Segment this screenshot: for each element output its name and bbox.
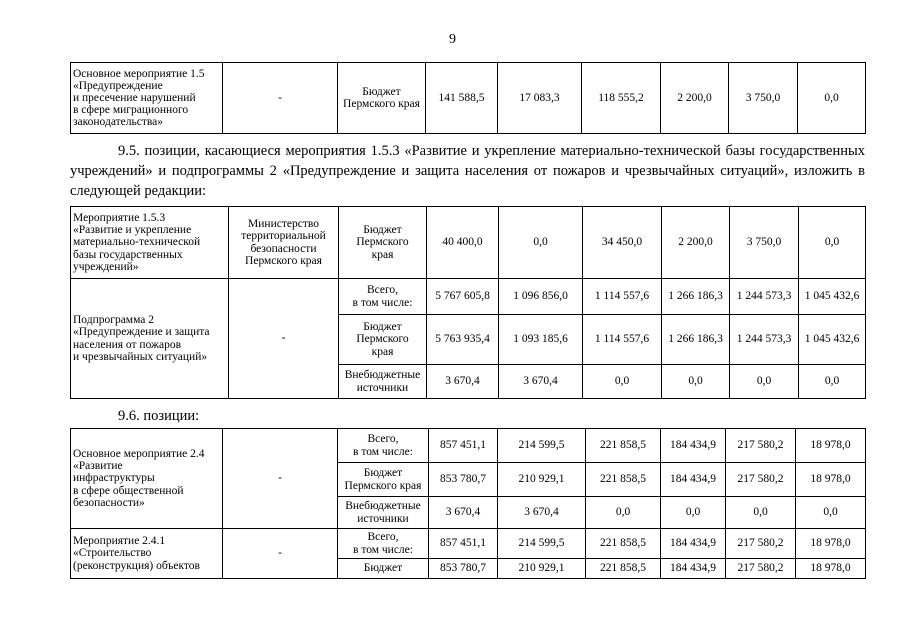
value-cell: 184 434,9	[661, 559, 726, 579]
row-executor: -	[223, 63, 338, 134]
value-cell: 221 858,5	[586, 529, 661, 559]
row-name: Мероприятие 1.5.3 «Развитие и укрепление материально-технической базы государственных учреждений»	[71, 207, 229, 279]
value-cell: 0,0	[499, 207, 583, 279]
value-cell: 141 588,5	[426, 63, 498, 134]
value-cell: 18 978,0	[796, 559, 866, 579]
value-cell: 3 670,4	[427, 365, 499, 399]
value-cell: 217 580,2	[726, 463, 796, 497]
group-executor: -	[223, 429, 338, 529]
table-row	[71, 207, 866, 279]
row-source: Бюджет Пермского края	[339, 315, 427, 365]
group-executor: -	[223, 529, 338, 579]
row-executor: Министерство территориальной безопасности Пермского края	[229, 207, 339, 279]
value-cell: 18 978,0	[796, 429, 866, 463]
paragraph-9-5: 9.5. позиции, касающиеся мероприятия 1.5.3 «Развитие и укрепление материально-технической базы государственных учреждений» и подпрограммы 2 «Предупреждение и защита населения от пожаров и чрезвычайных ситуаций», изложить в следующей редакции:	[70, 143, 865, 199]
value-cell: 1 244 573,3	[730, 315, 799, 365]
value-cell: 1 244 573,3	[730, 279, 799, 315]
value-cell: 853 780,7	[429, 463, 498, 497]
value-cell: 221 858,5	[586, 429, 661, 463]
table-measure-2-4	[70, 428, 866, 579]
value-cell: 1 266 186,3	[662, 279, 730, 315]
value-cell: 1 045 432,6	[799, 315, 866, 365]
value-cell: 221 858,5	[586, 463, 661, 497]
value-cell: 3 750,0	[730, 207, 799, 279]
value-cell: 217 580,2	[726, 559, 796, 579]
table-row	[71, 529, 866, 559]
value-cell: 1 093 185,6	[499, 315, 583, 365]
value-cell: 853 780,7	[429, 559, 498, 579]
value-cell: 217 580,2	[726, 429, 796, 463]
value-cell: 214 599,5	[498, 529, 586, 559]
value-cell: 184 434,9	[661, 429, 726, 463]
value-cell: 3 670,4	[499, 365, 583, 399]
value-cell: 214 599,5	[498, 429, 586, 463]
value-cell: 210 929,1	[498, 463, 586, 497]
row-source: Бюджет	[338, 559, 429, 579]
row-source: Внебюджетные источники	[338, 497, 429, 529]
value-cell: 1 096 856,0	[499, 279, 583, 315]
value-cell: 221 858,5	[586, 559, 661, 579]
page-number: 9	[449, 32, 456, 47]
value-cell: 0,0	[730, 365, 799, 399]
group-name: Мероприятие 2.4.1 «Строительство (реконструкция) объектов	[71, 529, 223, 579]
value-cell: 5 767 605,8	[427, 279, 499, 315]
row-source: Бюджет Пермского края	[338, 63, 426, 134]
table-row	[71, 63, 866, 134]
group-name: Подпрограмма 2 «Предупреждение и защита населения от пожаров и чрезвычайных ситуаций»	[71, 279, 229, 399]
value-cell: 2 200,0	[662, 207, 730, 279]
value-cell: 857 451,1	[429, 529, 498, 559]
table-measure-1-5	[70, 62, 866, 134]
value-cell: 5 763 935,4	[427, 315, 499, 365]
value-cell: 40 400,0	[427, 207, 499, 279]
value-cell: 0,0	[726, 497, 796, 529]
row-source: Внебюджетные источники	[339, 365, 427, 399]
value-cell: 0,0	[798, 63, 866, 134]
value-cell: 3 670,4	[429, 497, 498, 529]
value-cell: 0,0	[586, 497, 661, 529]
value-cell: 184 434,9	[661, 529, 726, 559]
value-cell: 3 750,0	[729, 63, 798, 134]
value-cell: 18 978,0	[796, 463, 866, 497]
row-name: Основное мероприятие 1.5 «Предупреждение и пресечение нарушений в сфере миграционного законодательства»	[71, 63, 223, 134]
table-subprogram-2	[70, 206, 866, 399]
table-row	[71, 279, 866, 315]
value-cell: 2 200,0	[661, 63, 729, 134]
value-cell: 0,0	[796, 497, 866, 529]
row-source: Всего, в том числе:	[338, 429, 429, 463]
value-cell: 118 555,2	[582, 63, 661, 134]
value-cell: 0,0	[583, 365, 662, 399]
value-cell: 1 114 557,6	[583, 279, 662, 315]
group-executor: -	[229, 279, 339, 399]
value-cell: 217 580,2	[726, 529, 796, 559]
value-cell: 34 450,0	[583, 207, 662, 279]
value-cell: 0,0	[661, 497, 726, 529]
value-cell: 210 929,1	[498, 559, 586, 579]
group-name: Основное мероприятие 2.4 «Развитие инфраструктуры в сфере общественной безопасности»	[71, 429, 223, 529]
paragraph-9-6: 9.6. позиции:	[118, 408, 200, 424]
value-cell: 1 266 186,3	[662, 315, 730, 365]
value-cell: 0,0	[799, 365, 866, 399]
value-cell: 3 670,4	[498, 497, 586, 529]
row-source: Всего, в том числе:	[339, 279, 427, 315]
row-source: Бюджет Пермского края	[338, 463, 429, 497]
value-cell: 18 978,0	[796, 529, 866, 559]
table-row	[71, 429, 866, 463]
value-cell: 0,0	[799, 207, 866, 279]
row-source: Бюджет Пермского края	[339, 207, 427, 279]
value-cell: 17 083,3	[498, 63, 582, 134]
value-cell: 1 114 557,6	[583, 315, 662, 365]
value-cell: 1 045 432,6	[799, 279, 866, 315]
value-cell: 0,0	[662, 365, 730, 399]
value-cell: 184 434,9	[661, 463, 726, 497]
row-source: Всего, в том числе:	[338, 529, 429, 559]
value-cell: 857 451,1	[429, 429, 498, 463]
